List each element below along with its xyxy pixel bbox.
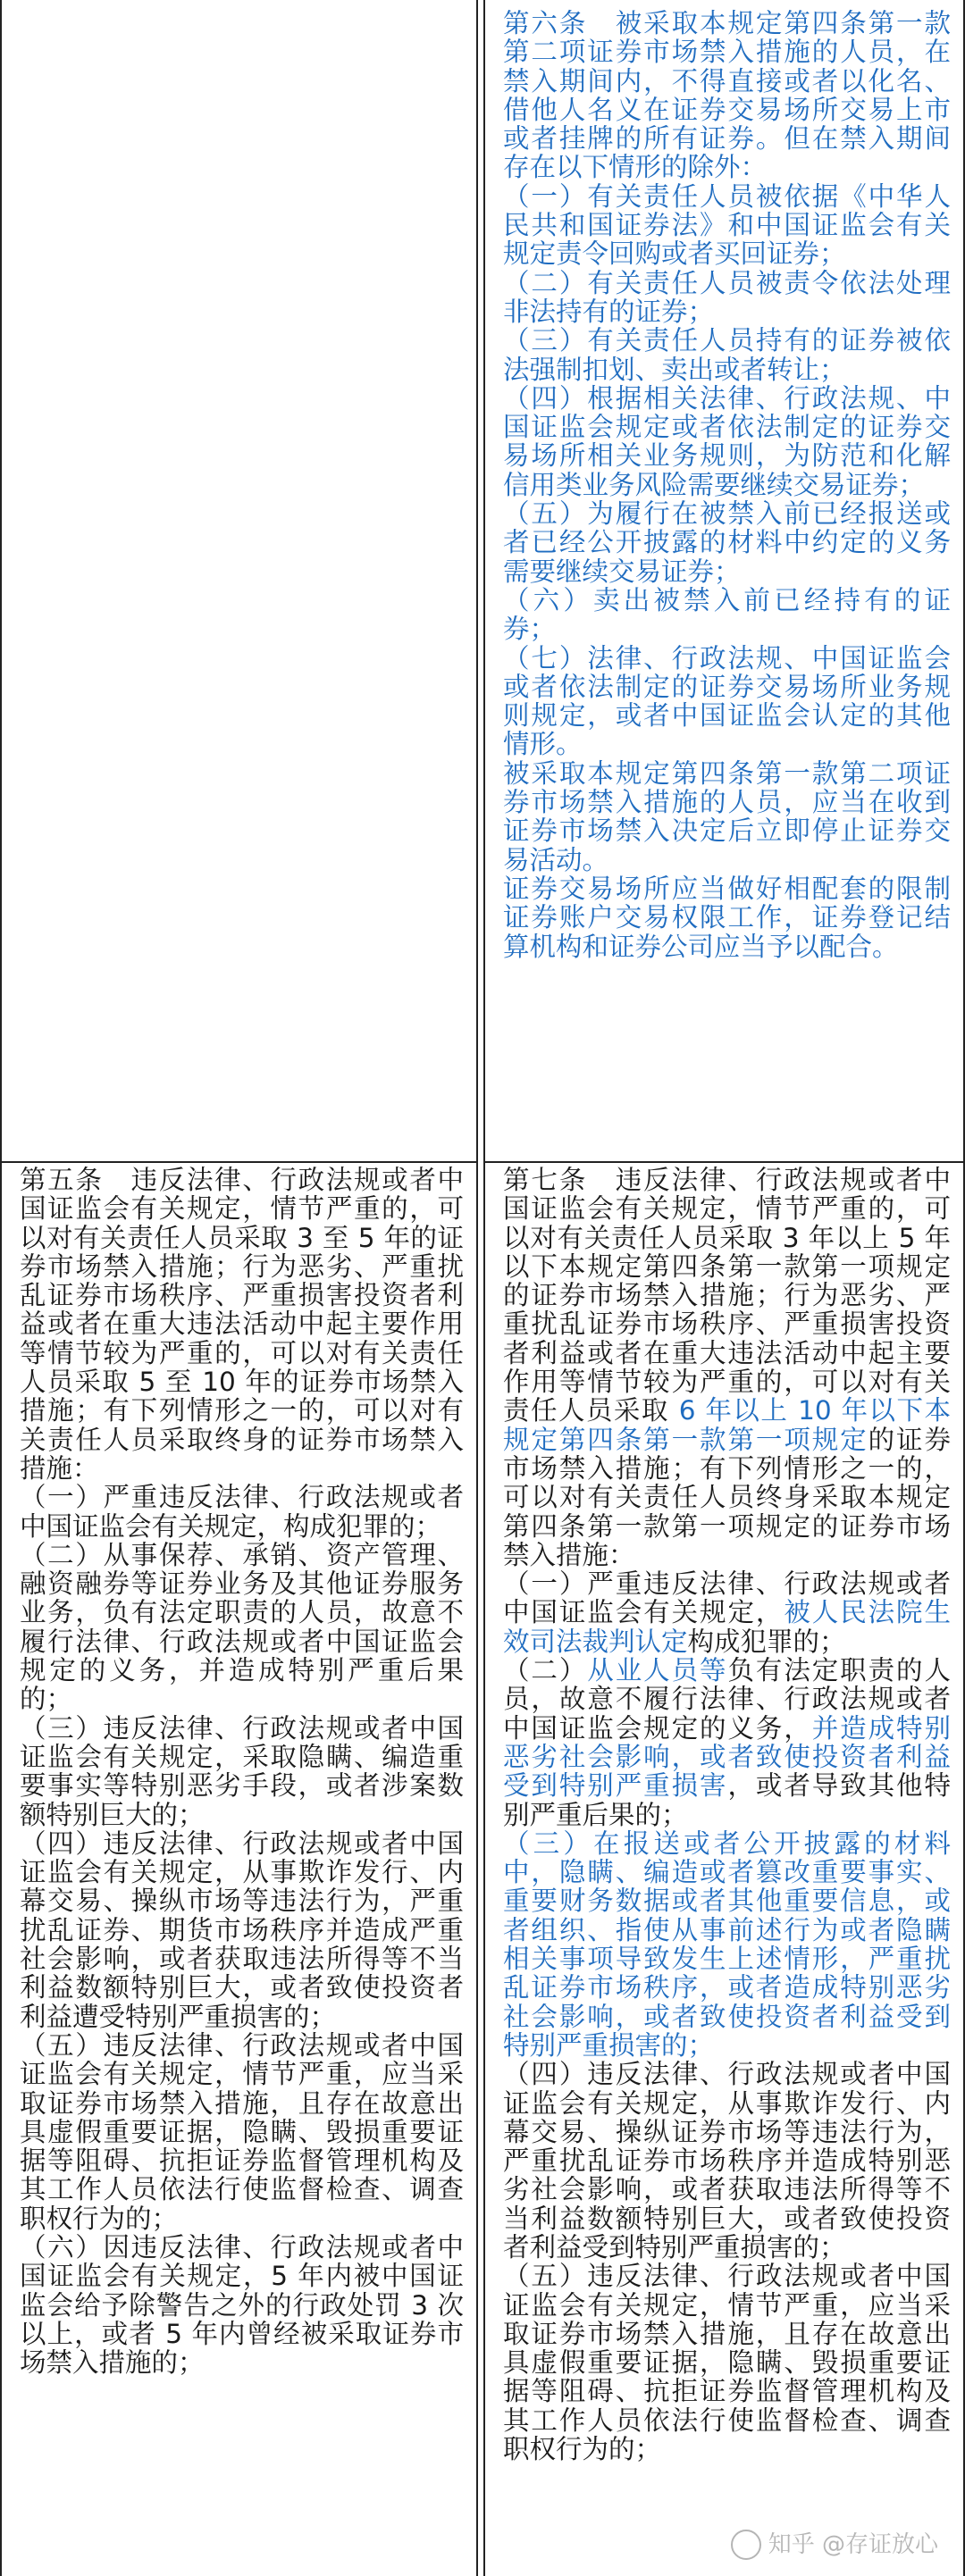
paragraph: （一）严重违反法律、行政法规或者中国证监会有关规定，构成犯罪的； [20,1482,464,1542]
watermark [731,2526,938,2561]
amended-text: 从业人员等 [587,1655,728,1686]
text-segment: 第七条 违反法律、行政法规或者中国证监会有关规定，情节严重的，可以对有关责任人员采取 3 年以上 5 年以下本规定第四条第一款第一项规定的证券市场禁入措施；行为恶劣、严重扰乱证券市场秩序、严重损害投资者利益或者在重大违法活动中起主要作用等情节较为严重的，可以对有关责任人员采取 [503,1165,951,1426]
paragraph [503,1829,951,2060]
table-divider-left [476,0,478,2576]
paragraph [503,2262,951,2463]
article-5-old-cell [2,1166,476,2576]
amended-text: 被人民法院生效司法裁判认定 [503,1597,951,1657]
top-left-empty-cell [0,0,476,1161]
paragraph: （三）违反法律、行政法规或者中国证监会有关规定，采取隐瞒、编造重要事实等特别恶劣手段，或者涉案数额特别巨大的； [20,1712,464,1830]
paragraph: （四）根据相关法律、行政法规、中国证监会规定或者依法制定的证券交易场所相关业务规则，为防范和化解信用类业务风险需要继续交易证券； [503,382,951,500]
paragraph: （二）有关责任人员被责令依法处理非法持有的证券； [503,267,951,327]
paragraph: （三）有关责任人员持有的证券被依法强制扣划、卖出或者转让； [503,325,951,385]
zhihu-logo-icon [731,2530,761,2560]
amended-text: （三）在报送或者公开披露的材料中，隐瞒、编造或者篡改重要事实、重要财务数据或者其他重要信息，或者组织、指使从事前述行为或者隐瞒相关事项导致发生上述情形，严重扰乱证券市场秩序，或者造成特别恶劣社会影响，或者致使投资者利益受到特别严重损害的； [503,1827,951,2061]
text-segment: （二） [503,1655,588,1686]
watermark-text: 知乎 @存证放心 [768,2530,938,2558]
article-7-new-cell [485,1166,963,2576]
paragraph: （七）法律、行政法规、中国证监会或者依法制定的证券交易场所业务规则规定，或者中国证监会认定的其他情形。 [503,642,951,760]
text-segment: （四）违反法律、行政法规或者中国证监会有关规定，从事欺诈发行、内幕交易、操纵证券市场等违法行为，严重扰乱证券市场秩序并造成特别恶劣社会影响，或者获取违法所得等不当利益数额特别巨大，或者致使投资者利益受到特别严重损害的； [503,2059,951,2262]
paragraph: （五）为履行在被禁入前已经报送或者已经公开披露的材料中约定的义务需要继续交易证券； [503,498,951,587]
paragraph: （二）从事保荐、承销、资产管理、融资融券等证券业务及其他证券服务业务，负有法定职责的人员，故意不履行法律、行政法规或者中国证监会规定的义务，并造成特别严重后果的； [20,1539,464,1715]
text-segment: 负有法定职责的人员，故意不履行法律、行政法规或者中国证监会规定的义务， [503,1655,951,1744]
paragraph: 证券交易场所应当做好相配套的限制证券账户交易权限工作，证券登记结算机构和证券公司应当予以配合。 [503,873,951,962]
paragraph [503,2060,951,2262]
text-segment: （一）严重违反法律、行政法规或者中国证监会有关规定， [503,1568,951,1628]
text-segment: （五）违反法律、行政法规或者中国证监会有关规定，情节严重，应当采取证券市场禁入措施，且存在故意出具虚假重要证据，隐瞒、毁损重要证据等阻碍、抗拒证券监督管理机构及其工作人员依法行使监督检查、调查职权行为的； [503,2261,951,2465]
paragraph: 被采取本规定第四条第一款第二项证券市场禁入措施的人员，应当在收到证券市场禁入决定后立即停止证券交易活动。 [503,757,951,875]
paragraph [503,1656,951,1829]
row-divider-left [0,1161,478,1163]
paragraph: （五）违反法律、行政法规或者中国证监会有关规定，情节严重，应当采取证券市场禁入措施，且存在故意出具虚假重要证据，隐瞒、毁损重要证据等阻碍、抗拒证券监督管理机构及其工作人员依法行使监督检查、调查职权行为的； [20,2029,464,2234]
text-segment: ，或者导致其他特别严重后果的； [503,1770,951,1830]
text-segment: 构成犯罪的； [687,1626,846,1657]
amended-text: 6 年以上 10 年以下本规定第四条第一款第一项规定 [503,1395,951,1455]
paragraph: （六）因违反法律、行政法规或者中国证监会有关规定，5 年内被中国证监会给予除警告之外的行政处罚 3 次以上，或者 5 年内曾经被采取证券市场禁入措施的； [20,2231,464,2379]
paragraph: （一）有关责任人员被依据《中华人民共和国证券法》和中国证监会有关规定责令回购或者买回证券； [503,180,951,270]
amended-text: 并造成特别恶劣社会影响，或者致使投资者利益受到特别严重损害 [503,1712,951,1802]
paragraph [503,1166,951,1569]
paragraph [503,1569,951,1656]
text-segment: 的证券市场禁入措施；有下列情形之一的，可以对有关责任人员终身采取本规定第四条第一款第一项规定的证券市场禁入措施： [503,1424,951,1570]
paragraph: 第六条 被采取本规定第四条第一款第二项证券市场禁入措施的人员，在禁入期间内，不得直接或者以化名、借他人名义在证券交易场所交易上市或者挂牌的所有证券。但在禁入期间存在以下情形的除外： [503,8,951,183]
paragraph: 第五条 违反法律、行政法规或者中国证监会有关规定，情节严重的，可以对有关责任人员采取 3 至 5 年的证券市场禁入措施；行为恶劣、严重扰乱证券市场秩序、严重损害投资者利益或者在重大违法活动中起主要作用等情节较为严重的，可以对有关责任人员采取 5 至 10 年的证券市场禁入措施；有下列情形之一的，可以对有关责任人员采取终身的证券市场禁入措施： [20,1165,464,1484]
row-divider-right [483,1161,965,1163]
paragraph: （六）卖出被禁入前已经持有的证券； [503,584,951,645]
paragraph: （四）违反法律、行政法规或者中国证监会有关规定，从事欺诈发行、内幕交易、操纵市场等违法行为，严重扰乱证券、期货市场秩序并造成严重社会影响，或者获取违法所得等不当利益数额特别巨大，或者致使投资者利益遭受特别严重损害的； [20,1827,464,2032]
article-6-new-cell [485,9,963,1161]
